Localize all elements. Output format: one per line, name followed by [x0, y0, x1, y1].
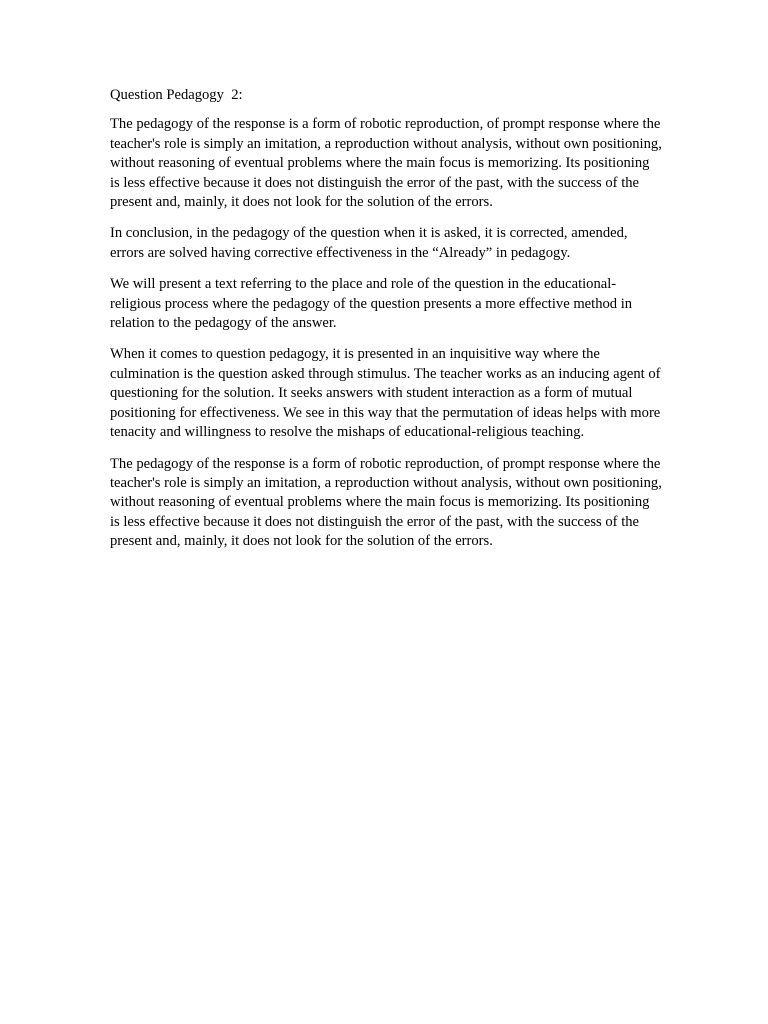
paragraph-4: When it comes to question pedagogy, it is presented in an inquisitive way where the culmination is the question asked through stimulus. The teacher works as an inducing agent of questioning for the solution. It seeks answers with student interaction as a form of mutual positioning for effectiveness. We see in this way that the permutation of ideas helps with more tenacity and willingness to resolve the mishaps of educational-religious teaching.	[110, 346, 661, 441]
document-body	[110, 86, 662, 564]
paragraph-2: In conclusion, in the pedagogy of the question when it is asked, it is corrected, amended, errors are solved having corrective effectiveness in the “Already” in pedagogy.	[110, 225, 628, 261]
paragraph-3: We will present a text referring to the place and role of the question in the educational-religious process where the pedagogy of the question presents a more effective method in relation to the pedagogy of the answer.	[110, 276, 633, 332]
paragraph-1: The pedagogy of the response is a form of robotic reproduction, of prompt response where the teacher's role is simply an imitation, a reproduction without analysis, without own positioning, without reasoning of eventual problems where the main focus is memorizing. Its positioning is less effective because it does not distinguish the error of the past, with the success of the present and, mainly, it does not look for the solution of the errors.	[110, 116, 662, 211]
document-title: Question Pedagogy 2:	[110, 87, 243, 103]
paragraph-5: The pedagogy of the response is a form of robotic reproduction, of prompt response where the teacher's role is simply an imitation, a reproduction without analysis, without own positioning, without reasoning of eventual problems where the main focus is memorizing. Its positioning is less effective because it does not distinguish the error of the past, with the success of the present and, mainly, it does not look for the solution of the errors.	[110, 455, 662, 550]
